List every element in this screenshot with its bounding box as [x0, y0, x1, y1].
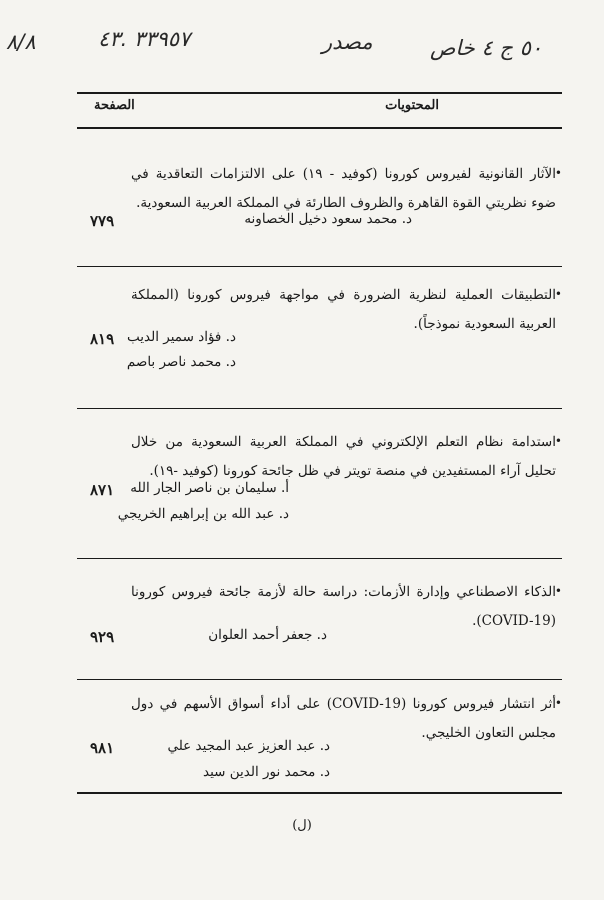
handwritten-volume: ٥٠ ج ٤ خاص [430, 36, 543, 60]
handwritten-number: ٣٣٩٥٧ .٤٣ [98, 27, 191, 51]
entry-author: د. محمد سعود دخيل الخصاونه [244, 211, 412, 227]
bullet: • [554, 584, 562, 598]
entry-author: د. جعفر أحمد العلوان [208, 627, 327, 643]
bullet: • [554, 434, 562, 448]
toc-entry [77, 160, 562, 255]
entry-title: الذكاء الاصطناعي وإدارة الأزمات: دراسة حالة لأزمة جائحة فيروس كورونا (COVID-19). [131, 584, 556, 629]
bullet: • [554, 166, 562, 180]
entry-title: استدامة نظام التعلم الإلكتروني في المملكة العربية السعودية من خلال تحليل آراء المستفيدين في منصة تويتر في ظل جائحة كورونا (كوفيد -١٩). [131, 434, 556, 479]
entry-author: د. عبد العزيز عبد المجيد علي [167, 738, 330, 754]
handwritten-note: ٨/٨ [6, 30, 36, 54]
entry-page-number: ٩٢٩ [90, 628, 115, 646]
page-footer-label: (ل) [292, 818, 312, 833]
entry-author: د. محمد ناصر باصم [126, 354, 236, 370]
entry-divider [77, 266, 562, 267]
entry-page-number: ٧٧٩ [90, 212, 115, 230]
entry-author: أ. سليمان بن ناصر الجار الله [130, 480, 289, 496]
toc-entry [77, 428, 562, 538]
bullet: • [554, 696, 562, 710]
bottom-rule [77, 792, 562, 794]
entry-title: أثر انتشار فيروس كورونا (COVID-19) على أداء أسواق الأسهم في دول مجلس التعاون الخليجي. [131, 696, 556, 741]
toc-entry [77, 690, 562, 785]
header-bottom-rule [77, 127, 562, 129]
header-top-rule [77, 92, 562, 94]
entry-page-number: ٨٧١ [90, 481, 115, 499]
entry-title: الآثار القانونية لفيروس كورونا (كوفيد - ١٩) على الالتزامات التعاقدية في ضوء نظريتي القوة القاهرة والظروف الطارئة في المملكة العربية السعودية. [131, 166, 557, 211]
entry-page-number: ٨١٩ [90, 330, 115, 348]
entry-page-number: ٩٨١ [90, 739, 115, 757]
entry-divider [77, 408, 562, 409]
contents-header: المحتويات [385, 98, 439, 113]
toc-entry [77, 578, 562, 668]
entry-author: د. محمد نور الدين سيد [202, 764, 330, 780]
entry-author: د. عبد الله بن إبراهيم الخريجي [117, 506, 289, 522]
entry-divider [77, 558, 562, 559]
page-column-header: الصفحة [94, 98, 135, 113]
entry-title: التطبيقات العملية لنظرية الضرورة في مواجهة فيروس كورونا (المملكة العربية السعودية نموذجاً). [131, 287, 556, 332]
handwritten-source: مصدر [322, 30, 373, 54]
bullet: • [554, 287, 562, 301]
toc-entry [77, 281, 562, 391]
entry-divider [77, 679, 562, 680]
entry-author: د. فؤاد سمير الديب [127, 329, 236, 345]
